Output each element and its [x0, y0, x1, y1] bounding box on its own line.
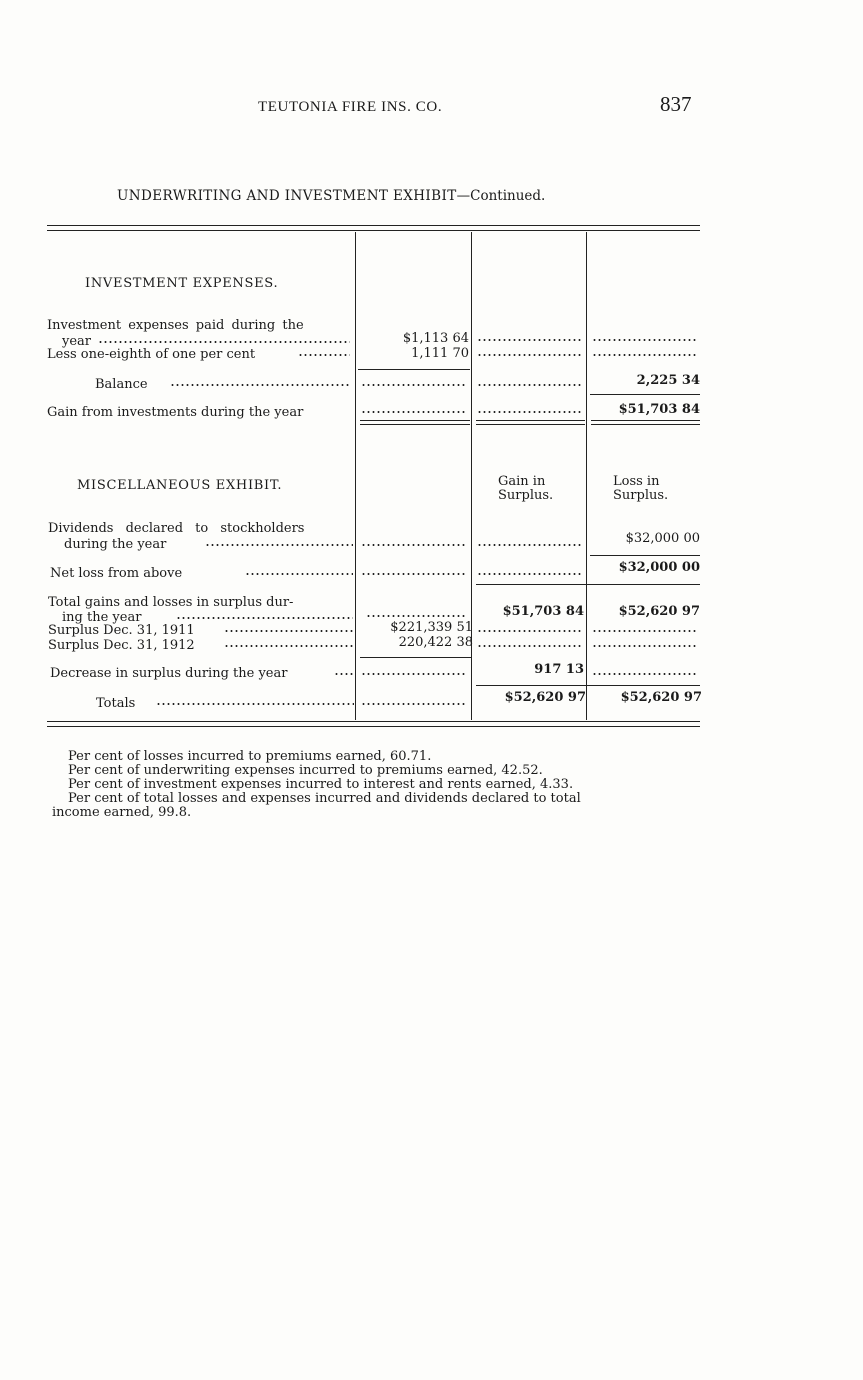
table-bottom-rule-2: [47, 726, 700, 727]
leader-dots: [361, 696, 467, 706]
leader-dots: [592, 332, 698, 342]
leader-dots: [224, 623, 354, 633]
total-gains-losses-label: Total gains and losses in surplus dur-: [48, 595, 294, 610]
leader-dots: [361, 566, 467, 576]
total-gains-losses-label-cont: ing the year: [62, 610, 142, 625]
dividends-label-cont: during the year: [64, 537, 167, 552]
leader-dots: [366, 608, 467, 618]
leader-dots: [592, 638, 698, 648]
leader-dots: [361, 537, 467, 547]
investment-paid-amount: $1,113 64: [402, 331, 469, 346]
footnote-investment: Per cent of investment expenses incurred to interest and rents earned, 4.33.: [68, 777, 574, 792]
totals-label: Totals: [96, 696, 136, 711]
leader-dots: [477, 638, 583, 648]
leader-dots: [361, 377, 467, 387]
surplus-1912-amount: 220,422 38: [398, 635, 473, 650]
exhibit-title-main: UNDERWRITING AND INVESTMENT EXHIBIT: [117, 188, 457, 204]
table-bottom-rule: [47, 721, 700, 722]
leader-dots: [176, 610, 353, 620]
exhibit-title: [117, 188, 545, 204]
investment-gain-amount: $51,703 84: [618, 402, 700, 417]
totals-loss: $52,620 97: [620, 690, 702, 705]
decrease-label: Decrease in surplus during the year: [50, 666, 288, 681]
col-loss-header: [613, 475, 668, 503]
exhibit-title-suffix: —Continued.: [456, 188, 546, 204]
leader-dots: [98, 334, 350, 344]
investment-less-amount: 1,111 70: [411, 346, 469, 361]
subtotal-rule: [360, 657, 472, 658]
investment-paid-label-cont: year: [62, 334, 92, 349]
col-loss-header-line-2: Surplus.: [613, 488, 669, 503]
investment-heading: INVESTMENT EXPENSES.: [85, 276, 279, 291]
decrease-gain: 917 13: [534, 662, 584, 677]
leader-dots: [156, 696, 354, 706]
col-loss-header-line-1: Loss in: [613, 474, 660, 489]
leader-dots: [361, 404, 467, 414]
investment-less-label: Less one-eighth of one per cent: [47, 347, 256, 362]
table-top-rule: [47, 225, 700, 226]
leader-dots: [477, 537, 583, 547]
leader-dots: [477, 404, 583, 414]
surplus-1911-label: Surplus Dec. 31, 1911: [48, 623, 195, 638]
balance-rule: [590, 394, 700, 395]
section-double-rule: [360, 420, 470, 425]
col-gain-header: [498, 475, 553, 503]
dividends-loss: $32,000 00: [625, 531, 700, 546]
col-gain-header-line-1: Gain in: [498, 474, 546, 489]
misc-heading: MISCELLANEOUS EXHIBIT.: [77, 478, 283, 493]
footnote-underwriting: Per cent of underwriting expenses incurred to premiums earned, 42.52.: [68, 763, 543, 778]
column-divider-1: [355, 232, 356, 720]
surplus-1912-label: Surplus Dec. 31, 1912: [48, 638, 195, 653]
subtotal-rule: [476, 685, 700, 686]
subtotal-rule: [590, 555, 700, 556]
leader-dots: [334, 666, 354, 676]
leader-dots: [224, 638, 354, 648]
leader-dots: [298, 347, 350, 357]
footnote-total: Per cent of total losses and expenses incurred and dividends declared to total: [68, 791, 581, 806]
section-double-rule: [476, 420, 585, 425]
leader-dots: [477, 377, 583, 387]
investment-paid-label: Investment expenses paid during the: [47, 318, 304, 333]
dividends-label: Dividends declared to stockholders: [48, 521, 305, 536]
leader-dots: [592, 347, 698, 357]
leader-dots: [592, 623, 698, 633]
total-gains: $51,703 84: [502, 604, 584, 619]
leader-dots: [170, 377, 350, 387]
col-gain-header-line-2: Surplus.: [498, 488, 554, 503]
leader-dots: [477, 332, 583, 342]
leader-dots: [477, 566, 583, 576]
section-double-rule: [591, 420, 700, 425]
investment-balance-label: Balance: [95, 377, 148, 392]
leader-dots: [477, 347, 583, 357]
table-top-rule-2: [47, 230, 700, 231]
leader-dots: [477, 623, 583, 633]
netloss-loss: $32,000 00: [618, 560, 700, 575]
subtotal-rule: [476, 584, 700, 585]
subtotal-rule: [358, 369, 470, 370]
footnote-losses: Per cent of losses incurred to premiums earned, 60.71.: [68, 749, 432, 764]
investment-balance-amount: 2,225 34: [636, 373, 700, 388]
leader-dots: [245, 566, 353, 576]
investment-gain-label: Gain from investments during the year: [47, 405, 304, 420]
leader-dots: [205, 537, 353, 547]
footnote-total-cont: income earned, 99.8.: [52, 805, 192, 820]
netloss-label: Net loss from above: [50, 566, 183, 581]
surplus-1911-amount: $221,339 51: [390, 620, 473, 635]
totals-gain: $52,620 97: [504, 690, 586, 705]
column-divider-3: [586, 232, 587, 720]
leader-dots: [592, 666, 698, 676]
leader-dots: [361, 666, 467, 676]
total-losses: $52,620 97: [618, 604, 700, 619]
running-title: TEUTONIA FIRE INS. CO.: [258, 99, 443, 115]
page-number: 837: [660, 92, 692, 116]
